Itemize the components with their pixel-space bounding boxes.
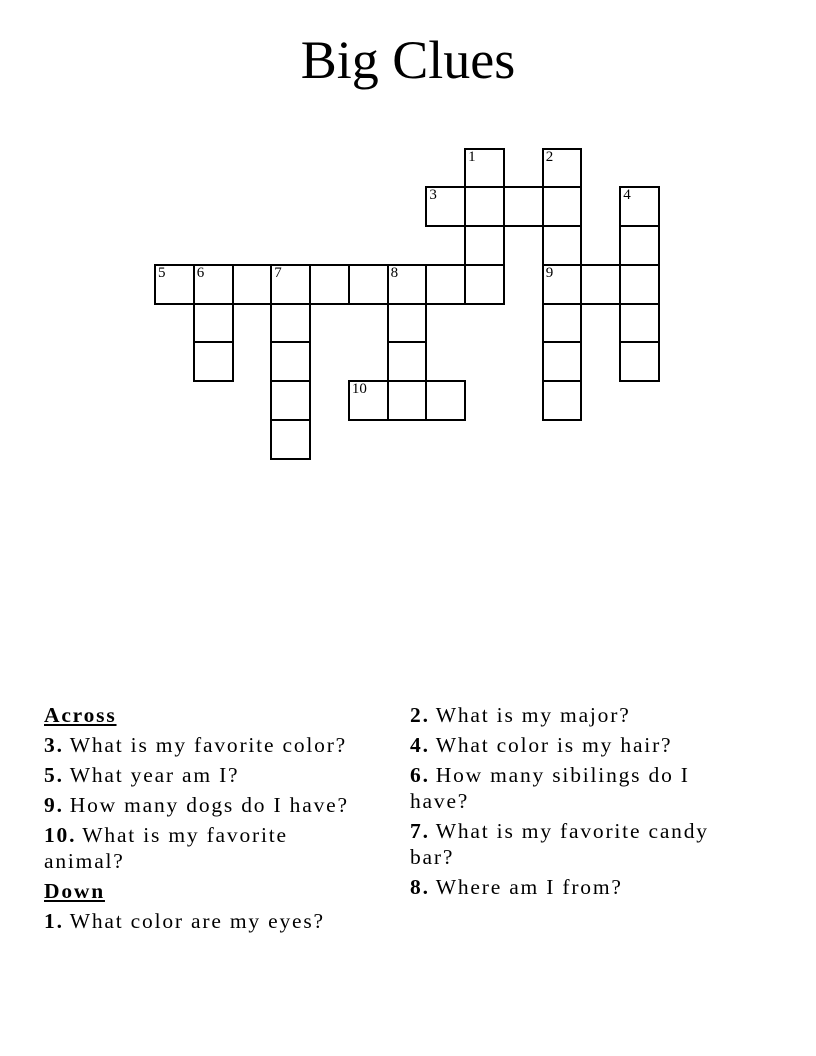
grid-cell-number: 1 xyxy=(468,148,476,165)
grid-cell xyxy=(270,264,311,305)
clue-down-4 xyxy=(410,732,718,758)
grid-cell xyxy=(270,341,311,382)
grid-cell xyxy=(387,341,428,382)
grid-cell xyxy=(425,380,466,421)
clue-text: What color are my eyes? xyxy=(69,909,325,933)
clue-number: 2. xyxy=(410,703,430,727)
clue-down-1 xyxy=(44,908,369,934)
grid-cell xyxy=(270,419,311,460)
across-heading: Across xyxy=(44,703,117,727)
clue-number: 7. xyxy=(410,819,430,843)
grid-cell xyxy=(542,148,583,189)
clues-column-right xyxy=(410,702,718,904)
grid-cell xyxy=(464,225,505,266)
grid-cell-number: 7 xyxy=(274,264,282,281)
grid-cell-number: 5 xyxy=(158,264,166,281)
clue-down-2 xyxy=(410,702,718,728)
grid-cell xyxy=(387,303,428,344)
grid-cell xyxy=(387,380,428,421)
grid-cell xyxy=(542,186,583,227)
clue-across-5 xyxy=(44,762,369,788)
grid-cell xyxy=(464,186,505,227)
clue-number: 5. xyxy=(44,763,64,787)
grid-cell xyxy=(619,186,660,227)
clue-number: 1. xyxy=(44,909,64,933)
grid-cell xyxy=(619,225,660,266)
grid-cell-number: 4 xyxy=(623,187,631,204)
grid-cell xyxy=(309,264,350,305)
clue-text: Where am I from? xyxy=(435,875,623,899)
grid-cell xyxy=(619,303,660,344)
grid-cell xyxy=(464,148,505,189)
clue-across-9 xyxy=(44,792,369,818)
grid-cell xyxy=(193,303,234,344)
puzzle-title: Big Clues xyxy=(300,30,516,90)
grid-cell-number: 3 xyxy=(429,187,437,204)
clue-down-7 xyxy=(410,818,718,870)
grid-cell-number: 2 xyxy=(545,148,554,165)
clue-number: 3. xyxy=(44,733,64,757)
down-heading: Down xyxy=(44,879,105,903)
clue-text: How many sibilings do I have? xyxy=(410,763,690,813)
clue-across-3 xyxy=(44,732,369,758)
clue-text: What is my favorite candy bar? xyxy=(410,819,709,869)
grid-cell xyxy=(232,264,273,305)
clue-text: What is my favorite animal? xyxy=(44,823,288,873)
grid-cell xyxy=(542,264,583,305)
grid-cell xyxy=(348,264,389,305)
grid-cell-number: 10 xyxy=(351,381,367,398)
clue-down-6 xyxy=(410,762,718,814)
grid-cell xyxy=(503,186,544,227)
clue-number: 4. xyxy=(410,733,430,757)
grid-cell xyxy=(542,341,583,382)
clue-text: What color is my hair? xyxy=(435,733,673,757)
grid-cell xyxy=(619,341,660,382)
clue-number: 10. xyxy=(44,823,77,847)
clue-across-10 xyxy=(44,822,369,874)
clue-text: What is my major? xyxy=(435,703,631,727)
grid-cell xyxy=(193,264,234,305)
clue-text: What year am I? xyxy=(69,763,240,787)
grid-cell xyxy=(387,264,428,305)
grid-cell xyxy=(542,303,583,344)
grid-cell xyxy=(425,186,466,227)
grid-cell-number: 6 xyxy=(196,264,205,281)
grid-cell xyxy=(619,264,660,305)
clue-down-8 xyxy=(410,874,718,900)
clues-column-left xyxy=(44,702,369,938)
grid-cell xyxy=(542,225,583,266)
grid-cell xyxy=(425,264,466,305)
clue-text: How many dogs do I have? xyxy=(69,793,349,817)
grid-cell xyxy=(464,264,505,305)
grid-cell-number: 9 xyxy=(545,264,554,281)
clue-number: 8. xyxy=(410,875,430,899)
grid-cell xyxy=(542,380,583,421)
grid-cell xyxy=(270,303,311,344)
grid-cell xyxy=(348,380,389,421)
clue-text: What is my favorite color? xyxy=(69,733,347,757)
grid-cell xyxy=(154,264,195,305)
clue-number: 9. xyxy=(44,793,64,817)
grid-cell xyxy=(580,264,621,305)
clue-number: 6. xyxy=(410,763,430,787)
grid-cell xyxy=(193,341,234,382)
grid-cell xyxy=(270,380,311,421)
grid-cell-number: 8 xyxy=(390,264,399,281)
